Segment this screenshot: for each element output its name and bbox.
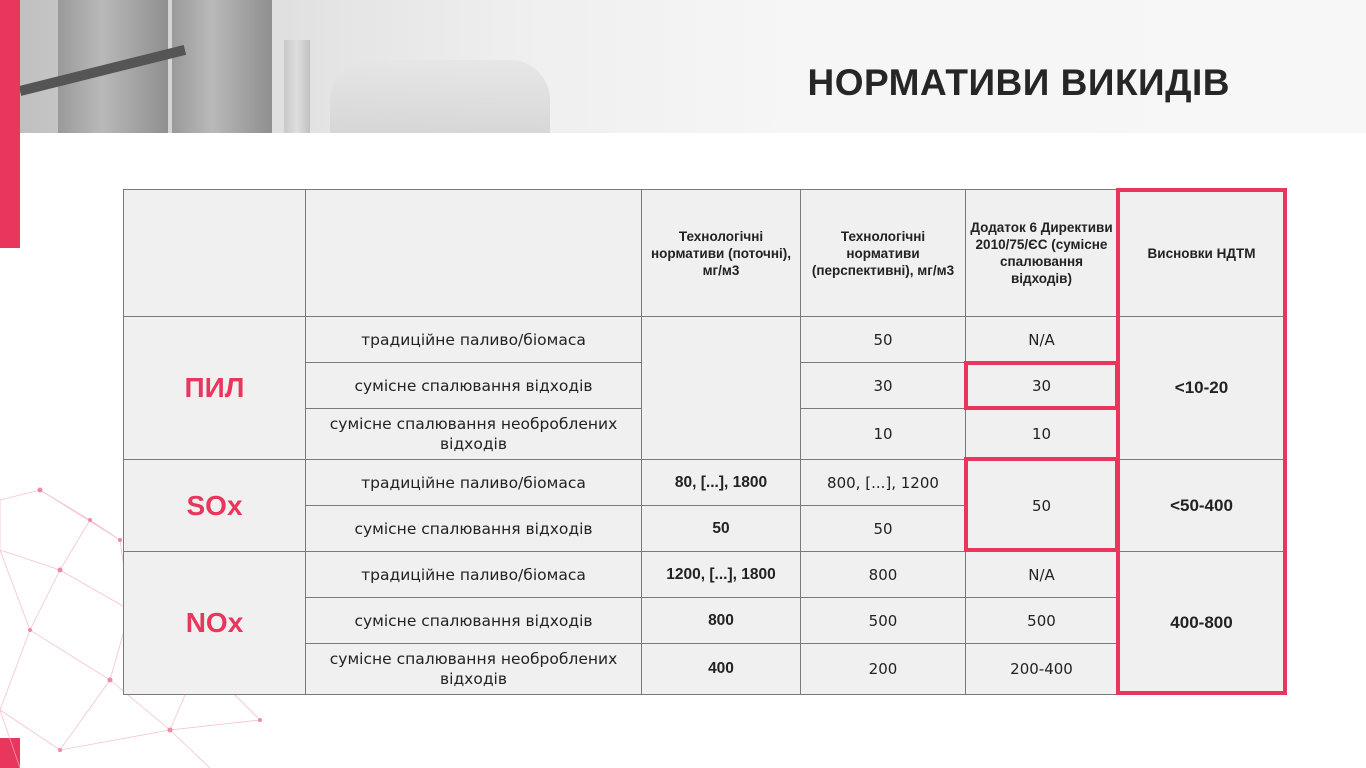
- table-row: [124, 552, 1286, 598]
- table-row: [124, 317, 1286, 363]
- directive-value: 200-400: [966, 644, 1118, 695]
- plant-shape: [330, 60, 550, 133]
- slide-title: НОРМАТИВИ ВИКИДІВ: [807, 62, 1230, 103]
- row-label: сумісне спалювання необроблених відходів: [306, 644, 642, 695]
- chimney-shape: [284, 40, 310, 133]
- pollutant-label-dust: ПИЛ: [124, 317, 306, 460]
- row-label: сумісне спалювання відходів: [306, 506, 642, 552]
- row-label: сумісне спалювання відходів: [306, 363, 642, 409]
- directive-value: 10: [966, 409, 1118, 460]
- perspective-value: 10: [801, 409, 966, 460]
- directive-value: 500: [966, 598, 1118, 644]
- accent-bar-top: [0, 0, 20, 248]
- perspective-value: 30: [801, 363, 966, 409]
- directive-value: N/A: [966, 552, 1118, 598]
- header-perspective-norms: Технологічні нормативи (перспективні), мг/м3: [801, 190, 966, 317]
- row-label: традиційне паливо/біомаса: [306, 317, 642, 363]
- header-current-norms: Технологічні нормативи (поточні), мг/м3: [642, 190, 801, 317]
- row-label: сумісне спалювання відходів: [306, 598, 642, 644]
- current-value: 80, [...], 1800: [642, 460, 801, 506]
- header-pollutant: [124, 190, 306, 317]
- header-bat-conclusions: Висновки НДТМ: [1118, 190, 1286, 317]
- bat-conclusion-sox: <50-400: [1118, 460, 1286, 552]
- perspective-value: 50: [801, 317, 966, 363]
- perspective-value: 800: [801, 552, 966, 598]
- row-label: традиційне паливо/біомаса: [306, 460, 642, 506]
- current-value: 50: [642, 506, 801, 552]
- perspective-value: 200: [801, 644, 966, 695]
- bat-conclusion-dust: <10-20: [1118, 317, 1286, 460]
- emission-norms-table: [123, 189, 1286, 695]
- current-value: 800: [642, 598, 801, 644]
- row-label: сумісне спалювання необроблених відходів: [306, 409, 642, 460]
- header-directive-annex6: Додаток 6 Директиви 2010/75/ЄС (сумісне спалювання відходів): [966, 190, 1118, 317]
- perspective-value: 800, [...], 1200: [801, 460, 966, 506]
- bat-conclusion-nox: 400-800: [1118, 552, 1286, 695]
- perspective-value: 500: [801, 598, 966, 644]
- directive-value: 50: [966, 460, 1118, 552]
- perspective-value: 50: [801, 506, 966, 552]
- header-fuel-type: [306, 190, 642, 317]
- current-value: 400: [642, 644, 801, 695]
- pollutant-label-nox: NOx: [124, 552, 306, 695]
- row-label: традиційне паливо/біомаса: [306, 552, 642, 598]
- directive-value: N/A: [966, 317, 1118, 363]
- directive-value: 30: [966, 363, 1118, 409]
- pollutant-label-sox: SOx: [124, 460, 306, 552]
- table-row: [124, 460, 1286, 506]
- table-header-row: [124, 190, 1286, 317]
- current-value: [642, 317, 801, 460]
- current-value: 1200, [...], 1800: [642, 552, 801, 598]
- silo-shape: [172, 0, 272, 133]
